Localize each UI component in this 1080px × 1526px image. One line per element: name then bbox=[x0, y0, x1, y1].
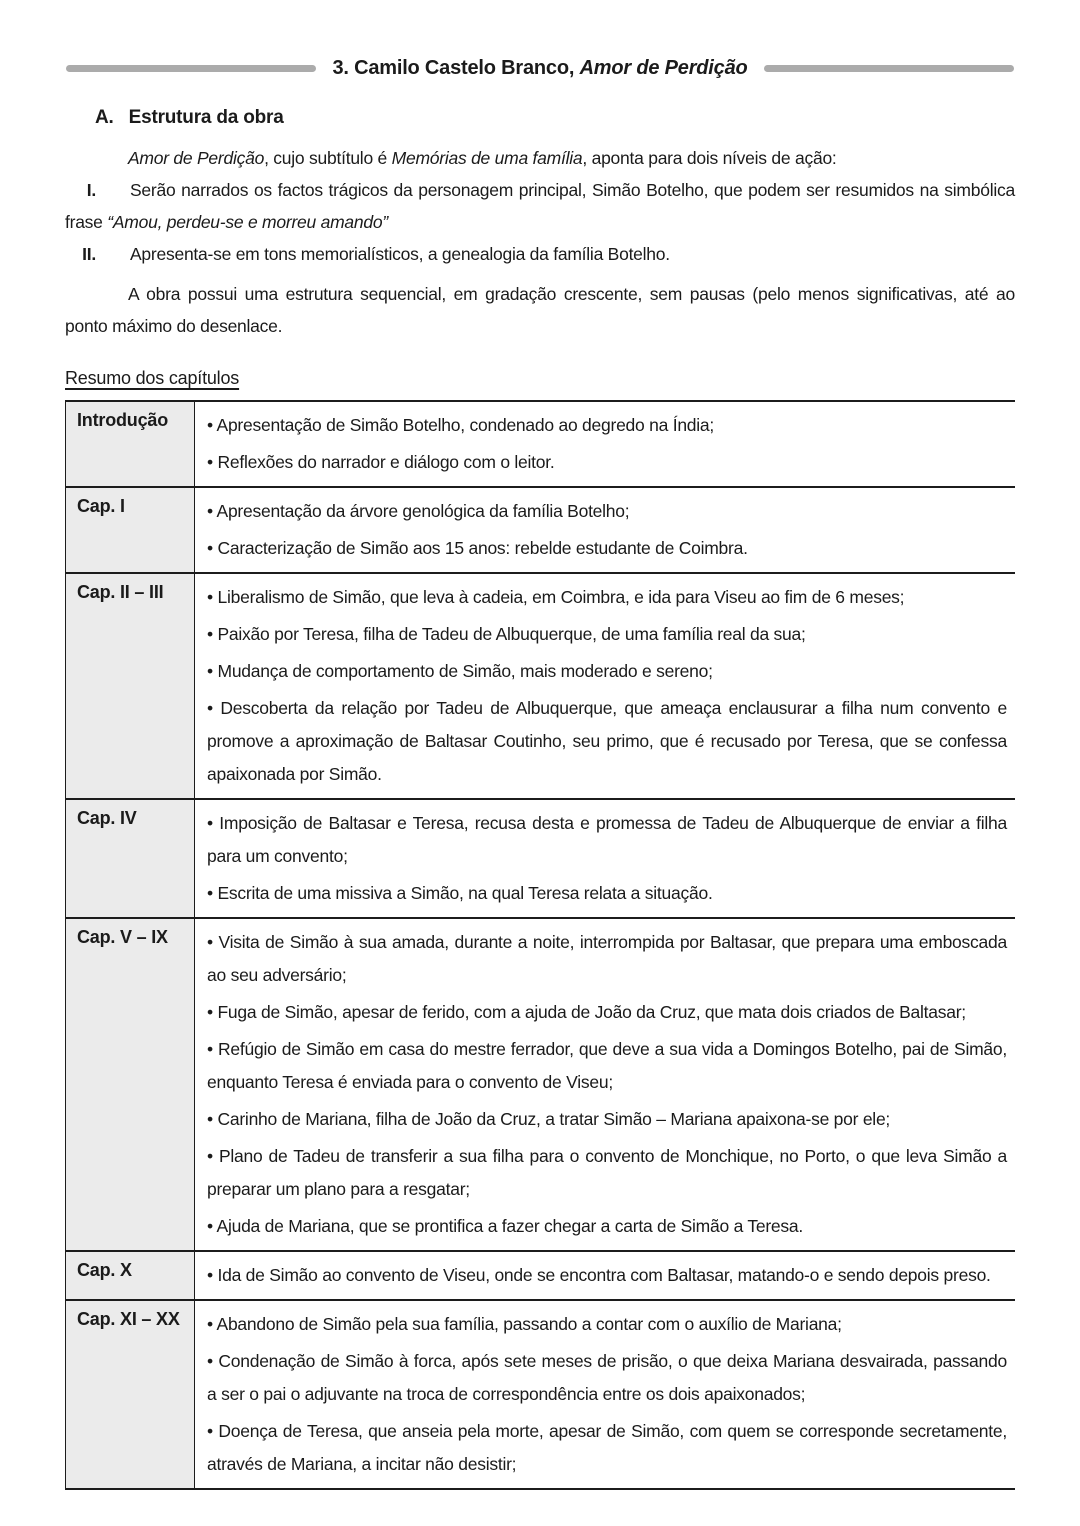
chapter-bullet-item: • Doença de Teresa, que anseia pela morte, apesar de Simão, com quem se corresponde secretamente, através de Mariana, a incitar não desistir; bbox=[207, 1421, 1007, 1474]
section-heading-estrutura bbox=[65, 107, 1015, 129]
roman-item-2-text: Apresenta-se em tons memorialísticos, a genealogia da família Botelho. bbox=[130, 244, 670, 264]
chapter-table-body bbox=[65, 400, 1015, 1488]
chapter-bullet-item: • Ida de Simão ao convento de Viseu, onde se encontra com Baltasar, matando-o e sendo depois preso. bbox=[207, 1265, 991, 1285]
chapter-bullet-item: • Condenação de Simão à forca, após sete meses de prisão, o que deixa Mariana desvairada, passando a ser o pai o adjuvante na troca de correspondência entre os dois apaixonados; bbox=[207, 1351, 1007, 1404]
table-row bbox=[65, 1299, 1015, 1488]
chapter-bullet-item: • Liberalismo de Simão, que leva à cadeia, em Coimbra, e ida para Viseu ao fim de 6 meses; bbox=[207, 587, 905, 607]
chapter-bullet-item: • Paixão por Teresa, filha de Tadeu de Albuquerque, de uma família real da sua; bbox=[207, 624, 806, 644]
table-row bbox=[65, 572, 1015, 798]
table-row bbox=[65, 486, 1015, 572]
chapter-label-cell: Cap. XI – XX bbox=[65, 1301, 195, 1488]
chapter-label-cell: Cap. I bbox=[65, 488, 195, 572]
section-heading-letter: A. bbox=[95, 107, 114, 128]
chapter-bullet-item: • Caracterização de Simão aos 15 anos: rebelde estudante de Coimbra. bbox=[207, 538, 748, 558]
roman-item-1 bbox=[65, 174, 1015, 238]
section-heading-text: Estrutura da obra bbox=[128, 107, 284, 128]
chapter-bullet-item: • Refúgio de Simão em casa do mestre ferrador, que deve a sua vida a Domingos Botelho, pai de Simão, enquanto Teresa é enviada para o convento de Viseu; bbox=[207, 1039, 1007, 1092]
chapter-bullet-item: • Apresentação da árvore genológica da família Botelho; bbox=[207, 501, 630, 521]
chapter-content-cell bbox=[195, 1301, 1015, 1488]
table-row bbox=[65, 400, 1015, 486]
chapter-content-cell bbox=[195, 800, 1015, 917]
table-row bbox=[65, 798, 1015, 917]
chapter-content-cell bbox=[195, 1252, 1015, 1299]
chapter-label-cell: Cap. X bbox=[65, 1252, 195, 1299]
chapter-bullet-item: • Plano de Tadeu de transferir a sua filha para o convento de Monchique, no Porto, o que leva Simão a preparar um plano para a resgatar; bbox=[207, 1146, 1007, 1199]
chapter-label-cell: Cap. II – III bbox=[65, 574, 195, 798]
roman-item-2 bbox=[65, 238, 1015, 270]
chapter-bullet-item: • Mudança de comportamento de Simão, mais moderado e sereno; bbox=[207, 661, 713, 681]
chapter-bullet-item: • Reflexões do narrador e diálogo com o leitor. bbox=[207, 452, 555, 472]
document-title-row bbox=[65, 0, 1015, 80]
chapter-bullet-item: • Carinho de Mariana, filha de João da Cruz, a tratar Simão – Mariana apaixona-se por ele; bbox=[207, 1109, 891, 1129]
chapter-summary-table bbox=[65, 400, 1015, 1490]
intro-paragraph: Amor de Perdição, cujo subtítulo é Memórias de uma família, aponta para dois níveis de ação: bbox=[128, 148, 837, 168]
table-row bbox=[65, 917, 1015, 1250]
roman-numeral-1: I. bbox=[86, 180, 96, 200]
roman-numeral-2: II. bbox=[82, 244, 96, 264]
table-row bbox=[65, 1250, 1015, 1299]
title-decoration-bar-right bbox=[764, 65, 1014, 72]
closing-paragraph: A obra possui uma estrutura sequencial, em gradação crescente, sem pausas (pelo menos significativas, até ao ponto máximo do desenlace. bbox=[65, 284, 1015, 336]
chapter-content-cell bbox=[195, 574, 1015, 798]
chapter-content-cell bbox=[195, 488, 1015, 572]
chapter-label-cell: Cap. V – IX bbox=[65, 919, 195, 1250]
chapter-label-cell: Cap. IV bbox=[65, 800, 195, 917]
chapter-bullet-item: • Escrita de uma missiva a Simão, na qual Teresa relata a situação. bbox=[207, 883, 713, 903]
chapter-bullet-item: • Apresentação de Simão Botelho, condenado ao degredo na Índia; bbox=[207, 415, 715, 435]
page-title-book-name: Amor de Perdição bbox=[579, 57, 748, 79]
chapter-label-cell: Introdução bbox=[65, 402, 195, 486]
chapter-bullet-item: • Ajuda de Mariana, que se prontifica a fazer chegar a carta de Simão a Teresa. bbox=[207, 1216, 803, 1236]
chapter-bullet-item: • Visita de Simão à sua amada, durante a noite, interrompida por Baltasar, que prepara uma emboscada ao seu adversário; bbox=[207, 932, 1007, 985]
chapter-bullet-item: • Descoberta da relação por Tadeu de Albuquerque, que ameaça enclausurar a filha num convento e promove a aproximação de Baltasar Coutinho, seu primo, que é recusado por Teresa, que se confessa apaixonada por Simão. bbox=[207, 698, 1007, 784]
page-title bbox=[332, 57, 747, 80]
chapter-content-cell bbox=[195, 919, 1015, 1250]
chapter-bullet-item: • Imposição de Baltasar e Teresa, recusa desta e promessa de Tadeu de Albuquerque de enviar a filha para um convento; bbox=[207, 813, 1007, 866]
page-title-prefix: 3. Camilo Castelo Branco, bbox=[332, 57, 580, 79]
roman-item-1-text: Serão narrados os factos trágicos da personagem principal, Simão Botelho, que podem ser resumidos na simbólica frase “Amou, perdeu-se e morreu amando” bbox=[65, 180, 1015, 232]
chapter-content-cell bbox=[195, 402, 1015, 486]
summary-heading: Resumo dos capítulos bbox=[65, 368, 240, 388]
chapter-bullet-item: • Fuga de Simão, apesar de ferido, com a ajuda de João da Cruz, que mata dois criados de Baltasar; bbox=[207, 1002, 966, 1022]
title-decoration-bar-left bbox=[66, 65, 316, 72]
chapter-bullet-item: • Abandono de Simão pela sua família, passando a contar com o auxílio de Mariana; bbox=[207, 1314, 842, 1334]
